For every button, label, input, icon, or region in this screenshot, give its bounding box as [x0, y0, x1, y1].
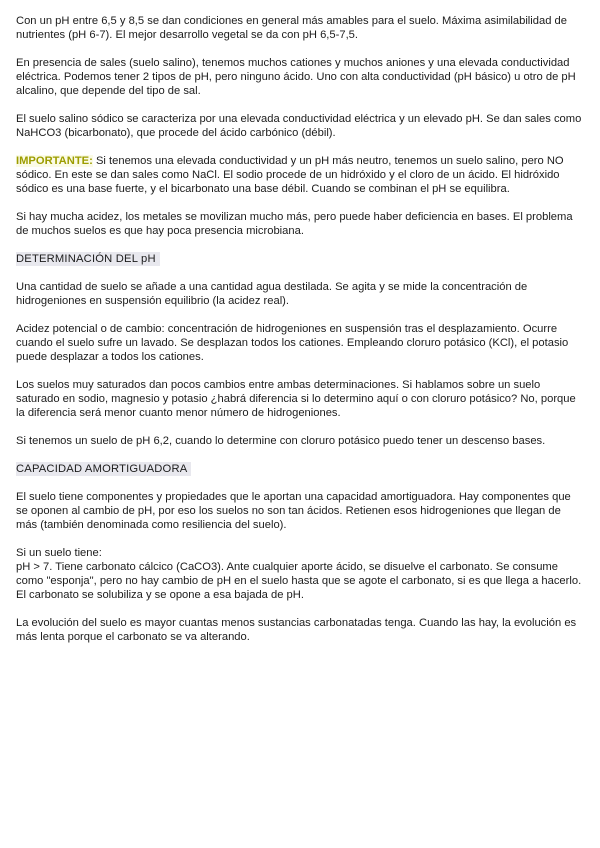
paragraph-acidity: Si hay mucha acidez, los metales se movilizan mucho más, pero puede haber deficiencia en bases. El problema de muchos suelos es que hay poca presencia microbiana.: [16, 211, 573, 237]
paragraph-carbonate: [16, 546, 582, 602]
paragraph-soil-evolution: La evolución del suelo es mayor cuantas menos sustancias carbonatadas tenga. Cuando las hay, la evolución es más lenta porque el carbonato se va alterando.: [16, 617, 577, 643]
paragraph-saline-soil: En presencia de sales (suelo salino), tenemos muchos cationes y muchos aniones y una elevada conductividad eléctrica. Podemos tener 2 tipos de pH, pero ninguno ácido. Uno con alta conductividad (pH básico) u otro de pH alcalino, que depende del tipo de sal.: [16, 57, 576, 97]
carbonate-detail: pH > 7. Tiene carbonato cálcico (CaCO3). Ante cualquier aporte ácido, se disuelve el carbonato. Se consume como "esponja", pero no hay cambio de pH en el suelo hasta que se agote el carbonato, si es que llega a hacerlo. El carbonato se solubiliza y se opone a esa bajada de pH.: [16, 561, 582, 601]
paragraph-potential-acidity: Acidez potencial o de cambio: concentración de hidrogeniones en suspensión tras el desplazamiento. Ocurre cuando el suelo sufre un lavado. Se desplazan todos los cationes. Empleando cloruro potásico (KCl), el potasio puede desplazar a todos los cationes.: [16, 323, 569, 363]
paragraph-measurement: Una cantidad de suelo se añade a una cantidad agua destilada. Se agita y se mide la concentración de hidrogeniones en suspensión equilibrio (la acidez real).: [16, 281, 528, 307]
carbonate-intro: Si un suelo tiene:: [16, 547, 102, 559]
paragraph-buffer-components: El suelo tiene componentes y propiedades que le aportan una capacidad amortiguadora. Hay componentes que se oponen al cambio de pH, por eso los suelos no son tan ácidos. Retienen esos hidrogeniones que llegan de más (también denominada como resiliencia del suelo).: [16, 491, 571, 531]
paragraph-ph-range: Con un pH entre 6,5 y 8,5 se dan condiciones en general más amables para el suelo. Máxima asimilabilidad de nutrientes (pH 6-7). El mejor desarrollo vegetal se da con pH 6,5-7,5.: [16, 15, 567, 41]
paragraph-sodic-soil: El suelo salino sódico se caracteriza por una elevada conductividad eléctrica y un elevado pH. Se dan sales como NaHCO3 (bicarbonato), que procede del ácido carbónico (débil).: [16, 113, 582, 139]
section-heading-buffer-capacity: CAPACIDAD AMORTIGUADORA: [16, 462, 191, 476]
paragraph-saturated-soils: Los suelos muy saturados dan pocos cambios entre ambas determinaciones. Si hablamos sobre un suelo saturado en sodio, magnesio y potasio ¿habrá diferencia si lo determino aquí o con cloruro potásico? No, porque la diferencia será menor cuanto menor número de hidrogeniones.: [16, 379, 576, 419]
section-heading-ph-determination: DETERMINACIÓN DEL pH: [16, 252, 160, 266]
important-text: Si tenemos una elevada conductividad y un pH más neutro, tenemos un suelo salino, pero NO sódico. En este se dan sales como NaCl. El sodio procede de un hidróxido y el cloro de un ácido. El hidróxido sódico es una base fuerte, y el bicarbonato una base débil. Cuando se combinan el pH se equilibra.: [16, 155, 564, 195]
important-label: IMPORTANTE:: [16, 155, 93, 167]
paragraph-ph-62: Si tenemos un suelo de pH 6,2, cuando lo determine con cloruro potásico puedo tener un descenso bases.: [16, 435, 546, 447]
paragraph-important: [16, 154, 582, 196]
